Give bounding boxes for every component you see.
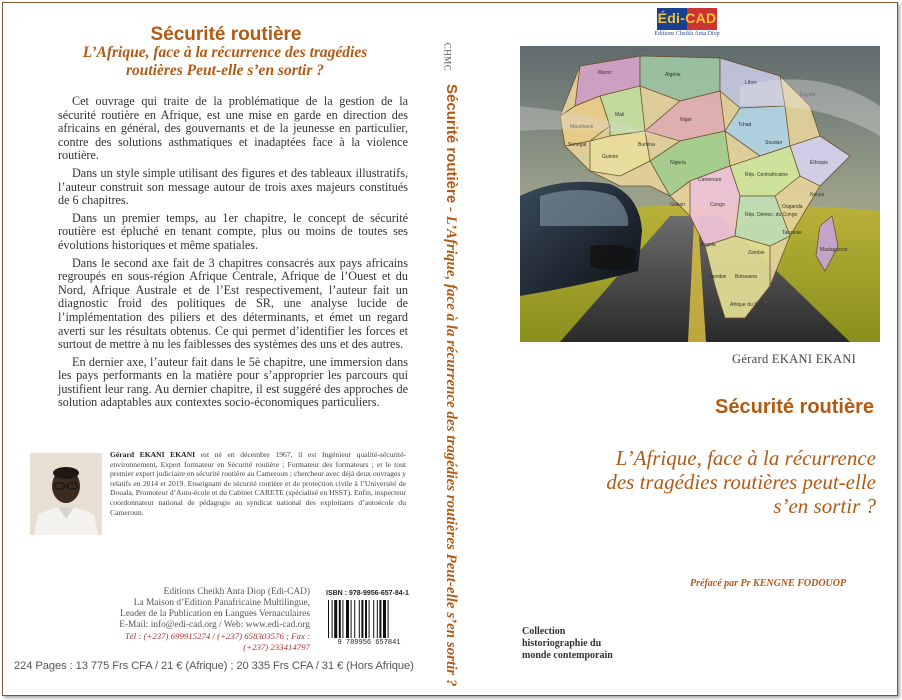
- map-country-label: Rép. Démoc. du Congo: [745, 212, 798, 218]
- map-country-label: Botswana: [735, 274, 757, 280]
- publisher-info: [100, 587, 310, 653]
- publisher-phone: Tél : (+237) 699915274 / (+237) 658303576 ; Fax : (+237) 233414797: [124, 631, 310, 652]
- back-summary: [58, 95, 408, 414]
- map-country-label: Guinée: [602, 154, 619, 160]
- barcode-bar: [332, 600, 333, 638]
- barcode-bar: [365, 600, 367, 638]
- publisher-line: Editions Cheikh Anta Diop (Edi-CAD): [163, 587, 310, 597]
- map-country-label: Zambie: [748, 250, 765, 256]
- publisher-line: La Maison d’Edition Panafricaine Multilingue,: [133, 598, 310, 608]
- map-country-label: Madagascar: [820, 247, 848, 253]
- map-country-label: Nigeria: [670, 160, 686, 166]
- barcode: [326, 600, 412, 642]
- barcode-number: 9 789956 657841: [337, 639, 401, 647]
- spine-title-main: Sécurité routière: [443, 84, 460, 204]
- preface-credit: Préfacé par Pr KENGNE FODOUOP: [690, 578, 847, 589]
- map-country-label: Mauritanie: [570, 124, 594, 130]
- summary-paragraph: Dans un style simple utilisant des figures et des tableaux illustratifs, l’auteur construit son message autour de trois axes majeurs constitués de 6 chapitres.: [58, 165, 408, 208]
- map-country-label: Tanzanie: [782, 230, 803, 236]
- front-author: Gérard EKANI EKANI: [732, 352, 857, 366]
- barcode-bar: [383, 600, 386, 638]
- map-country-label: Burkina: [638, 142, 655, 148]
- logo-subtitle: Editions Cheikh Anta Diop: [654, 31, 720, 37]
- spine-code: [442, 40, 461, 80]
- barcode-bar: [359, 600, 360, 638]
- map-country-label: Tchad: [738, 122, 752, 128]
- publisher-line: E-Mail: info@edi-cad.org / Web: www.edi-cad.org: [119, 620, 310, 630]
- barcode-bar: [388, 600, 389, 638]
- logo-text: Édi-CAD: [657, 10, 717, 26]
- collection-name: Collection historiographie du monde contemporain: [522, 626, 613, 661]
- map-country-label: Rép. Centrafricaine: [745, 172, 789, 178]
- barcode-bar: [334, 600, 337, 638]
- map-country-label: Libye: [745, 80, 757, 86]
- barcode-bar: [361, 600, 363, 638]
- map-country-label: Kenya: [810, 192, 825, 198]
- barcode-bar: [373, 600, 374, 638]
- author-photo: [30, 453, 102, 535]
- barcode-bar: [339, 600, 341, 638]
- back-subtitle: L’Afrique, face à la récurrence des tragédies routières Peut-elle s’en sortir ?: [82, 44, 368, 79]
- barcode-bar: [379, 600, 381, 638]
- spine-code-text: CHMC: [442, 42, 453, 72]
- map-country-label: Congo: [710, 202, 725, 208]
- barcode-bar: [369, 600, 370, 638]
- front-title: Sécurité routière: [715, 396, 874, 418]
- map-country-label: Namibie: [708, 274, 727, 280]
- spine-title-text: [442, 84, 460, 687]
- barcode-bar: [328, 600, 329, 638]
- map-country-label: Cameroun: [698, 177, 722, 183]
- map-country-label: Angola: [700, 242, 716, 248]
- publisher-line: Leader de la Publication en Langues Vernaculaires: [120, 609, 310, 619]
- barcode-bar: [351, 600, 352, 638]
- barcode-bar: [377, 600, 378, 638]
- map-country-label: Égypte: [800, 92, 816, 98]
- summary-paragraph: Dans le second axe fait de 3 chapitres consacrés aux pays africains regroupés en sous-région Afrique Centrale, Afrique de l’Ouest et du Nord, Afrique Australe et de l’Est respectivement, l’auteur fait un diagnostic froid des politiques de SR, une analyse lucide de l’implémentation des piliers et des déterminants, et émet un regard averti sur les résultats obtenus. Ce qui permet d’identifier les forces et surtout de mettre à nu les faiblesses des systèmes des uns et des autres.: [58, 255, 408, 352]
- bio-text: est né en décembre 1967, il est Ingénieur qualité-sécurité-environnement, Expert formateur en Sécurité routière ; Formateur des formateurs ; et le tout premier expert judiciaire en sécurité routière au Cameroun ; chercheur avec déjà deux ouvrages y relatifs en 2014 et 2019. Enseignant de sécurité routière et de protection civile à l’Université de Douala, Promoteur d’Auto-école et du Cabinet CARETE (spécialisé en HSST). Enfin, inspecteur coordonnateur national de pédagogie au syndicat national des exploitants d’autoécole du Cameroun.: [110, 450, 407, 517]
- map-country-label: Maroc: [598, 70, 612, 76]
- map-country-label: Sénégal: [568, 142, 587, 148]
- bio-author-name: Gérard EKANI EKANI: [110, 450, 196, 459]
- cover-illustration: [520, 46, 880, 342]
- barcode-bar: [342, 600, 343, 638]
- map-country-label: Niger: [680, 117, 692, 123]
- map-country-label: Afrique du Sud: [730, 302, 764, 308]
- barcode-bar: [354, 600, 355, 638]
- map-country-label: Soudan: [765, 140, 783, 146]
- summary-paragraph: Dans un premier temps, au 1er chapitre, le concept de sécurité routière est épluché en tenant compte, plus ou moins de toutes ses évolutions historiques et même spatiales.: [58, 210, 408, 252]
- map-country-label: Ouganda: [782, 204, 803, 210]
- author-bio: [110, 450, 406, 517]
- map-country-label: Gabon: [670, 202, 686, 208]
- front-subtitle: L’Afrique, face à la récurrence des tragédies routières peut-elle s’en sortir ?: [606, 446, 876, 518]
- map-country-label: Algérie: [665, 72, 681, 78]
- map-country-label: Éthiopie: [810, 160, 829, 166]
- barcode-bar: [346, 600, 349, 638]
- price-line: 224 Pages : 13 775 Frs CFA / 21 € (Afrique) ; 20 335 Frs CFA / 31 € (Hors Afrique): [14, 660, 414, 672]
- isbn: ISBN : 978-9956-657-84-1: [326, 590, 409, 597]
- summary-paragraph: Cet ouvrage qui traite de la problématique de la gestion de la sécurité routière en Afrique, est une mise en garde en direction des africains en général, des gouvernants et de la jeunesse en particulier, contre des solutions asthmatiques et inadaptées face à la violence routière.: [58, 94, 408, 163]
- summary-paragraph: En dernier axe, l’auteur fait dans le 5è chapitre, une immersion dans les pays performants en la matière pour s’approprier les parcours qui justifient leur rang. Au dernier chapitre, il est suggéré des approches de solution adaptables aux contextes socio-économiques particuliers.: [58, 354, 408, 410]
- back-title: Sécurité routière: [150, 24, 302, 45]
- map-country-label: Mali: [615, 112, 625, 118]
- spine-title-sub: - L’Afrique, face à la récurrence des tragédies routières Peut-elle s’en sortir ?: [443, 203, 459, 687]
